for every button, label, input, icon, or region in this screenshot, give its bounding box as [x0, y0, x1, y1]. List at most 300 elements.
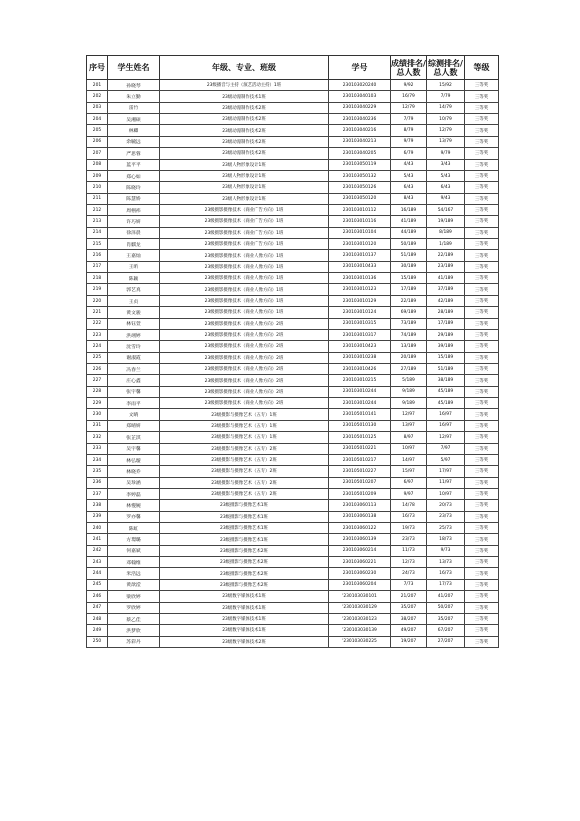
grade-rank: 17/189: [391, 284, 427, 295]
row-index: 241: [87, 534, 108, 545]
overall-rank: 9/43: [427, 193, 465, 204]
student-id: 230103010124: [329, 307, 391, 318]
header-overall-rank: 综测排名/总人数: [427, 56, 465, 80]
table-row: [87, 114, 499, 125]
row-index: 215: [87, 239, 108, 250]
grade-rank: 5/43: [391, 170, 427, 181]
grade-rank: 6/79: [391, 148, 427, 159]
table-row: [87, 613, 499, 624]
overall-rank: 13/79: [427, 136, 465, 147]
overall-rank: 17/189: [427, 318, 465, 329]
student-name: 冯春兰: [108, 363, 160, 374]
table-row: [87, 488, 499, 499]
grade-rank: 23/73: [391, 534, 427, 545]
student-name: 米浩远: [108, 568, 160, 579]
grade-rank: 8/43: [391, 193, 427, 204]
student-name: 余毓远: [108, 136, 160, 147]
student-name: 林卿: [108, 125, 160, 136]
student-name: 陈慧娇: [108, 193, 160, 204]
overall-rank: 5/97: [427, 454, 465, 465]
row-index: 240: [87, 523, 108, 534]
row-index: 213: [87, 216, 108, 227]
overall-rank: 51/189: [427, 363, 465, 374]
student-id: 230105010125: [329, 432, 391, 443]
table-row: [87, 557, 499, 568]
award-level: 三等奖: [465, 273, 499, 284]
table-row: [87, 500, 499, 511]
award-level: 三等奖: [465, 363, 499, 374]
overall-rank: 42/189: [427, 295, 465, 306]
award-level: 三等奖: [465, 182, 499, 193]
award-level: 三等奖: [465, 159, 499, 170]
grade-rank: 74/189: [391, 329, 427, 340]
row-index: 205: [87, 125, 108, 136]
class-name: 23级摄影摄像技术（商业人像方向）2班: [160, 329, 329, 340]
award-level: 三等奖: [465, 341, 499, 352]
student-name: 文晴: [108, 409, 160, 420]
table-row: [87, 329, 499, 340]
student-id: 230103010423: [329, 341, 391, 352]
table-row: [87, 363, 499, 374]
table-row: [87, 80, 499, 91]
row-index: 226: [87, 363, 108, 374]
grade-rank: 69/189: [391, 307, 427, 318]
award-level: 三等奖: [465, 216, 499, 227]
award-level: 三等奖: [465, 125, 499, 136]
class-name: 23级摄影与摄像艺术1班: [160, 500, 329, 511]
student-name: 王嘉灿: [108, 250, 160, 261]
student-id: 230103010317: [329, 329, 391, 340]
student-id: 230103010104: [329, 227, 391, 238]
student-name: 洪梦欣: [108, 625, 160, 636]
table-row: [87, 295, 499, 306]
student-id: '230103030139: [329, 625, 391, 636]
overall-rank: 28/189: [427, 307, 465, 318]
row-index: 244: [87, 568, 108, 579]
award-level: 三等奖: [465, 488, 499, 499]
header-student-id: 学号: [329, 56, 391, 80]
student-id: 230103010238: [329, 352, 391, 363]
class-name: 23级摄影摄像技术（商业人像方向）2班: [160, 363, 329, 374]
overall-rank: 9/79: [427, 148, 465, 159]
student-id: 230105010227: [329, 466, 391, 477]
table-row: [87, 591, 499, 602]
student-id: 230103010426: [329, 363, 391, 374]
student-name: 黄歆滢: [108, 579, 160, 590]
row-index: 206: [87, 136, 108, 147]
overall-rank: 10/79: [427, 114, 465, 125]
grade-rank: 19/73: [391, 523, 427, 534]
table-row: [87, 284, 499, 295]
student-name: 李雨平: [108, 398, 160, 409]
award-level: 三等奖: [465, 613, 499, 624]
student-name: 洪翊婷: [108, 329, 160, 340]
award-level: 三等奖: [465, 295, 499, 306]
award-level: 三等奖: [465, 239, 499, 250]
grade-rank: 6/43: [391, 182, 427, 193]
overall-rank: 25/73: [427, 523, 465, 534]
row-index: 237: [87, 488, 108, 499]
class-name: 23级摄影摄像技术（商业人像方向）2班: [160, 398, 329, 409]
overall-rank: 29/189: [427, 329, 465, 340]
student-id: 230103010244: [329, 398, 391, 409]
award-level: 三等奖: [465, 204, 499, 215]
table-row: [87, 579, 499, 590]
grade-rank: 41/189: [391, 216, 427, 227]
table-row: [87, 261, 499, 272]
student-id: 230103060122: [329, 523, 391, 534]
award-level: 三等奖: [465, 114, 499, 125]
class-name: 23级摄影与摄像艺术（五专）2班: [160, 477, 329, 488]
grade-rank: 13/189: [391, 341, 427, 352]
student-name: 陈虹: [108, 523, 160, 534]
student-id: 230103010137: [329, 250, 391, 261]
student-id: 230103060113: [329, 500, 391, 511]
student-name: 黄文骏: [108, 307, 160, 318]
class-name: 23级人物形象设计1班: [160, 193, 329, 204]
grade-rank: 14/97: [391, 454, 427, 465]
student-name: 罗亦馨: [108, 511, 160, 522]
overall-rank: 10/97: [427, 488, 465, 499]
grade-rank: 16/79: [391, 91, 427, 102]
overall-rank: 11/97: [427, 477, 465, 488]
award-level: 三等奖: [465, 534, 499, 545]
student-name: 郭艺真: [108, 284, 160, 295]
class-name: 23级摄影与摄像艺术（五专）2班: [160, 488, 329, 499]
student-name: 苏彩丹: [108, 636, 160, 647]
grade-rank: 14/78: [391, 500, 427, 511]
class-name: 23级数字媒体技术1班: [160, 613, 329, 624]
table-row: [87, 625, 499, 636]
award-level: 三等奖: [465, 409, 499, 420]
student-id: 230103050120: [329, 193, 391, 204]
class-name: 23级摄影摄像技术（商业人像方向）2班: [160, 352, 329, 363]
header-class: 年级、专业、班级: [160, 56, 329, 80]
overall-rank: 45/189: [427, 386, 465, 397]
row-index: 246: [87, 591, 108, 602]
table-row: [87, 398, 499, 409]
row-index: 248: [87, 613, 108, 624]
header-grade-rank: 成绩排名/总人数: [391, 56, 427, 80]
student-name: 周栩祎: [108, 204, 160, 215]
student-name: 张宇馨: [108, 386, 160, 397]
student-id: 230103010129: [329, 295, 391, 306]
student-name: 何嘉斌: [108, 545, 160, 556]
student-name: 谢淑霞: [108, 352, 160, 363]
award-level: 三等奖: [465, 80, 499, 91]
row-index: 201: [87, 80, 108, 91]
table-row: [87, 170, 499, 181]
row-index: 203: [87, 102, 108, 113]
row-index: 225: [87, 352, 108, 363]
grade-rank: 24/73: [391, 568, 427, 579]
student-id: 230103010123: [329, 284, 391, 295]
header-student-name: 学生姓名: [108, 56, 160, 80]
grade-rank: 7/73: [391, 579, 427, 590]
award-table-sheet: [86, 55, 498, 648]
student-id: 230103060230: [329, 568, 391, 579]
grade-rank: 10/97: [391, 443, 427, 454]
overall-rank: 13/73: [427, 557, 465, 568]
grade-rank: 19/207: [391, 636, 427, 647]
row-index: 209: [87, 170, 108, 181]
overall-rank: 23/189: [427, 261, 465, 272]
table-row: [87, 454, 499, 465]
table-row: [87, 159, 499, 170]
award-level: 三等奖: [465, 545, 499, 556]
overall-rank: 16/97: [427, 420, 465, 431]
student-name: 徐泽晨: [108, 227, 160, 238]
student-name: 张芷淇: [108, 432, 160, 443]
overall-rank: 50/207: [427, 602, 465, 613]
grade-rank: 35/207: [391, 602, 427, 613]
class-name: 23级摄影摄像技术（商业人像方向）1班: [160, 250, 329, 261]
table-row: [87, 409, 499, 420]
grade-rank: 9/189: [391, 398, 427, 409]
student-name: 蓝平平: [108, 159, 160, 170]
overall-rank: 5/43: [427, 170, 465, 181]
row-index: 204: [87, 114, 108, 125]
student-name: 吴宇馨: [108, 443, 160, 454]
award-level: 三等奖: [465, 136, 499, 147]
student-id: 230105010209: [329, 488, 391, 499]
row-index: 214: [87, 227, 108, 238]
row-index: 216: [87, 250, 108, 261]
table-row: [87, 534, 499, 545]
student-id: 230103020240: [329, 80, 391, 91]
student-id: 230103060204: [329, 579, 391, 590]
table-row: [87, 148, 499, 159]
student-id: 230103060214: [329, 545, 391, 556]
table-row: [87, 352, 499, 363]
grade-rank: 7/79: [391, 114, 427, 125]
table-row: [87, 511, 499, 522]
class-name: 23级摄影与摄像艺术（五专）2班: [160, 454, 329, 465]
row-index: 217: [87, 261, 108, 272]
grade-rank: 38/207: [391, 613, 427, 624]
overall-rank: 15/189: [427, 352, 465, 363]
student-name: 肖麒龙: [108, 239, 160, 250]
grade-rank: 16/73: [391, 511, 427, 522]
overall-rank: 14/79: [427, 102, 465, 113]
grade-rank: 30/189: [391, 261, 427, 272]
row-index: 212: [87, 204, 108, 215]
grade-rank: 44/189: [391, 227, 427, 238]
student-name: 罗欣婷: [108, 602, 160, 613]
student-id: 230103010136: [329, 273, 391, 284]
award-level: 三等奖: [465, 307, 499, 318]
student-id: 230105010130: [329, 420, 391, 431]
class-name: 23级摄影摄像技术（商业人像方向）1班: [160, 261, 329, 272]
row-index: 227: [87, 375, 108, 386]
student-id: '230103030123: [329, 613, 391, 624]
grade-rank: 21/207: [391, 591, 427, 602]
grade-rank: 51/189: [391, 250, 427, 261]
student-name: 邓翰维: [108, 557, 160, 568]
student-id: 230103060221: [329, 557, 391, 568]
student-name: 沈雪玲: [108, 341, 160, 352]
class-name: 23级动漫制作技术2班: [160, 148, 329, 159]
header-index: 序号: [87, 56, 108, 80]
class-name: 23级摄影摄像技术（商业人像方向）2班: [160, 318, 329, 329]
grade-rank: 12/73: [391, 557, 427, 568]
award-level: 三等奖: [465, 227, 499, 238]
table-row: [87, 466, 499, 477]
table-row: [87, 239, 499, 250]
award-table: [86, 55, 499, 648]
award-level: 三等奖: [465, 261, 499, 272]
table-row: [87, 636, 499, 647]
student-id: 230103010215: [329, 375, 391, 386]
row-index: 222: [87, 318, 108, 329]
grade-rank: 8/79: [391, 125, 427, 136]
row-index: 236: [87, 477, 108, 488]
row-index: 210: [87, 182, 108, 193]
overall-rank: 41/189: [427, 273, 465, 284]
class-name: 23级人物形象设计1班: [160, 182, 329, 193]
award-level: 三等奖: [465, 420, 499, 431]
award-level: 三等奖: [465, 318, 499, 329]
class-name: 23级摄影与摄像艺术1班: [160, 534, 329, 545]
row-index: 224: [87, 341, 108, 352]
overall-rank: 54/167: [427, 204, 465, 215]
row-index: 220: [87, 295, 108, 306]
class-name: 23级人物形象设计1班: [160, 170, 329, 181]
award-level: 三等奖: [465, 443, 499, 454]
award-level: 三等奖: [465, 170, 499, 181]
student-name: 王昕: [108, 261, 160, 272]
grade-rank: 22/189: [391, 295, 427, 306]
table-row: [87, 568, 499, 579]
class-name: 23级动漫制作技术2班: [160, 102, 329, 113]
table-row: [87, 125, 499, 136]
overall-rank: 9/73: [427, 545, 465, 556]
table-row: [87, 341, 499, 352]
overall-rank: 15/92: [427, 80, 465, 91]
table-row: [87, 216, 499, 227]
overall-rank: 17/97: [427, 466, 465, 477]
class-name: 23级摄影与摄像艺术1班: [160, 511, 329, 522]
grade-rank: 16/189: [391, 204, 427, 215]
award-level: 三等奖: [465, 250, 499, 261]
table-header-row: [87, 56, 499, 80]
class-name: 23级摄影摄像技术（商业人像方向）2班: [160, 375, 329, 386]
table-row: [87, 523, 499, 534]
row-index: 239: [87, 511, 108, 522]
award-level: 三等奖: [465, 523, 499, 534]
student-id: '230103030101: [329, 591, 391, 602]
table-row: [87, 182, 499, 193]
table-row: [87, 91, 499, 102]
award-level: 三等奖: [465, 625, 499, 636]
award-level: 三等奖: [465, 193, 499, 204]
overall-rank: 8/189: [427, 227, 465, 238]
student-id: 230103040103: [329, 91, 391, 102]
table-row: [87, 386, 499, 397]
table-row: [87, 375, 499, 386]
student-id: 230103060138: [329, 511, 391, 522]
class-name: 23级数字媒体技术1班: [160, 602, 329, 613]
row-index: 247: [87, 602, 108, 613]
class-name: 23级摄影与摄像艺术（五专）2班: [160, 466, 329, 477]
class-name: 23级摄影与摄像艺术2班: [160, 579, 329, 590]
student-name: 郑心如: [108, 170, 160, 181]
overall-rank: 39/189: [427, 341, 465, 352]
award-level: 三等奖: [465, 557, 499, 568]
student-name: 林钰萱: [108, 318, 160, 329]
student-name: 王贞: [108, 295, 160, 306]
row-index: 229: [87, 398, 108, 409]
table-row: [87, 250, 499, 261]
award-level: 三等奖: [465, 568, 499, 579]
student-id: 230105010207: [329, 477, 391, 488]
overall-rank: 7/79: [427, 91, 465, 102]
class-name: 23级摄影摄像技术（商业人像方向）1班: [160, 295, 329, 306]
class-name: 23级摄影摄像技术（商业广告方向）1班: [160, 239, 329, 250]
overall-rank: 45/189: [427, 398, 465, 409]
award-level: 三等奖: [465, 477, 499, 488]
class-name: 23级摄影与摄像艺术（五专）2班: [160, 443, 329, 454]
overall-rank: 37/189: [427, 284, 465, 295]
class-name: 23级摄影摄像技术（商业人像方向）1班: [160, 284, 329, 295]
student-id: 230103010112: [329, 204, 391, 215]
row-index: 250: [87, 636, 108, 647]
overall-rank: 16/73: [427, 568, 465, 579]
class-name: 23级摄影与摄像艺术（五专）1班: [160, 432, 329, 443]
row-index: 233: [87, 443, 108, 454]
class-name: 23级数字媒体技术1班: [160, 591, 329, 602]
student-id: 230103010315: [329, 318, 391, 329]
overall-rank: 35/207: [427, 613, 465, 624]
student-name: 蔡乙佳: [108, 613, 160, 624]
student-id: 230103050126: [329, 182, 391, 193]
row-index: 235: [87, 466, 108, 477]
class-name: 23级摄影摄像技术（商业人像方向）1班: [160, 273, 329, 284]
overall-rank: 41/207: [427, 591, 465, 602]
class-name: 23级播音与主持（演艺活动主持）1班: [160, 80, 329, 91]
row-index: 221: [87, 307, 108, 318]
grade-rank: 9/92: [391, 80, 427, 91]
grade-rank: 11/73: [391, 545, 427, 556]
table-row: [87, 477, 499, 488]
student-id: 230103010120: [329, 239, 391, 250]
student-id: 230103050119: [329, 159, 391, 170]
row-index: 231: [87, 420, 108, 431]
row-index: 238: [87, 500, 108, 511]
award-level: 三等奖: [465, 602, 499, 613]
overall-rank: 6/43: [427, 182, 465, 193]
student-id: 230105010217: [329, 454, 391, 465]
table-row: [87, 193, 499, 204]
table-row: [87, 204, 499, 215]
student-id: 230103060139: [329, 534, 391, 545]
class-name: 23级摄影摄像技术（商业人像方向）2班: [160, 341, 329, 352]
table-row: [87, 420, 499, 431]
table-row: [87, 602, 499, 613]
grade-rank: 73/189: [391, 318, 427, 329]
award-level: 三等奖: [465, 466, 499, 477]
student-name: 陈颖: [108, 273, 160, 284]
overall-rank: 16/97: [427, 409, 465, 420]
student-name: 梁欣婷: [108, 591, 160, 602]
class-name: 23级摄影与摄像艺术2班: [160, 545, 329, 556]
class-name: 23级动漫制作技术1班: [160, 91, 329, 102]
class-name: 23级动漫制作技术2班: [160, 136, 329, 147]
class-name: 23级摄影摄像技术（商业广告方向）1班: [160, 216, 329, 227]
award-level: 三等奖: [465, 102, 499, 113]
award-level: 三等奖: [465, 511, 499, 522]
table-row: [87, 443, 499, 454]
